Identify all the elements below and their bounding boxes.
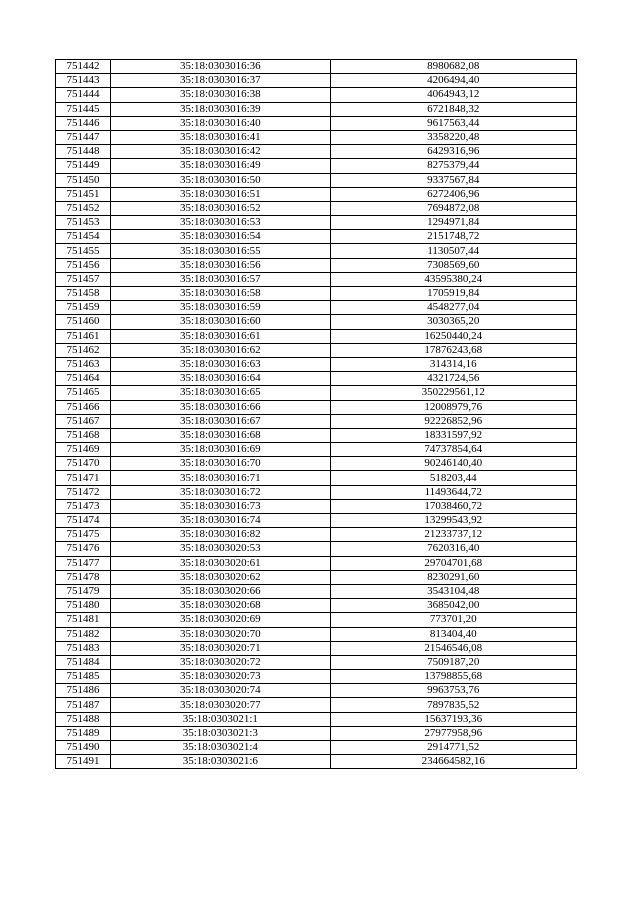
table-row xyxy=(56,386,577,400)
table-row xyxy=(56,230,577,244)
row-number-cell: 751460 xyxy=(56,315,111,329)
row-number-cell: 751454 xyxy=(56,230,111,244)
row-number-cell: 751443 xyxy=(56,74,111,88)
cadastral-number-cell: 35:18:0303016:37 xyxy=(111,74,330,88)
cadastral-value-cell: 11493644,72 xyxy=(330,485,577,499)
table-row xyxy=(56,485,577,499)
table-row xyxy=(56,428,577,442)
table-row xyxy=(56,457,577,471)
cadastral-value-cell: 350229561,12 xyxy=(330,386,577,400)
cadastral-value-cell: 18331597,92 xyxy=(330,428,577,442)
row-number-cell: 751476 xyxy=(56,542,111,556)
cadastral-value-cell: 17876243,68 xyxy=(330,343,577,357)
row-number-cell: 751478 xyxy=(56,570,111,584)
row-number-cell: 751466 xyxy=(56,400,111,414)
cadastral-number-cell: 35:18:0303020:77 xyxy=(111,698,330,712)
row-number-cell: 751442 xyxy=(56,60,111,74)
cadastral-value-cell: 6429316,96 xyxy=(330,145,577,159)
row-number-cell: 751491 xyxy=(56,755,111,769)
table-row xyxy=(56,599,577,613)
table-row xyxy=(56,684,577,698)
table-row xyxy=(56,641,577,655)
table-row xyxy=(56,443,577,457)
row-number-cell: 751446 xyxy=(56,116,111,130)
row-number-cell: 751459 xyxy=(56,301,111,315)
cadastral-number-cell: 35:18:0303016:64 xyxy=(111,372,330,386)
table-row xyxy=(56,741,577,755)
cadastral-number-cell: 35:18:0303020:68 xyxy=(111,599,330,613)
table-row xyxy=(56,414,577,428)
cadastral-value-cell: 3030365,20 xyxy=(330,315,577,329)
cadastral-value-cell: 6272406,96 xyxy=(330,187,577,201)
row-number-cell: 751474 xyxy=(56,514,111,528)
row-number-cell: 751452 xyxy=(56,201,111,215)
row-number-cell: 751465 xyxy=(56,386,111,400)
table-row xyxy=(56,258,577,272)
cadastral-value-cell: 4321724,56 xyxy=(330,372,577,386)
table-row xyxy=(56,88,577,102)
table-row xyxy=(56,74,577,88)
cadastral-number-cell: 35:18:0303021:3 xyxy=(111,726,330,740)
cadastral-number-cell: 35:18:0303020:69 xyxy=(111,613,330,627)
row-number-cell: 751482 xyxy=(56,627,111,641)
cadastral-number-cell: 35:18:0303021:1 xyxy=(111,712,330,726)
table-row xyxy=(56,655,577,669)
row-number-cell: 751479 xyxy=(56,584,111,598)
row-number-cell: 751470 xyxy=(56,457,111,471)
table-row xyxy=(56,315,577,329)
cadastral-value-cell: 1130507,44 xyxy=(330,244,577,258)
table-row xyxy=(56,570,577,584)
table-row xyxy=(56,372,577,386)
cadastral-value-cell: 74737854,64 xyxy=(330,443,577,457)
cadastral-value-cell: 1294971,84 xyxy=(330,216,577,230)
cadastral-value-cell: 234664582,16 xyxy=(330,755,577,769)
cadastral-number-cell: 35:18:0303016:82 xyxy=(111,528,330,542)
cadastral-number-cell: 35:18:0303016:39 xyxy=(111,102,330,116)
cadastral-value-cell: 8275379,44 xyxy=(330,159,577,173)
cadastral-number-cell: 35:18:0303020:61 xyxy=(111,556,330,570)
row-number-cell: 751456 xyxy=(56,258,111,272)
table-row xyxy=(56,102,577,116)
cadastral-value-cell: 16250440,24 xyxy=(330,329,577,343)
row-number-cell: 751469 xyxy=(56,443,111,457)
row-number-cell: 751487 xyxy=(56,698,111,712)
cadastral-number-cell: 35:18:0303016:62 xyxy=(111,343,330,357)
row-number-cell: 751467 xyxy=(56,414,111,428)
cadastral-number-cell: 35:18:0303016:71 xyxy=(111,471,330,485)
cadastral-number-cell: 35:18:0303016:59 xyxy=(111,301,330,315)
row-number-cell: 751451 xyxy=(56,187,111,201)
cadastral-number-cell: 35:18:0303016:58 xyxy=(111,287,330,301)
cadastral-number-cell: 35:18:0303016:42 xyxy=(111,145,330,159)
cadastral-number-cell: 35:18:0303016:68 xyxy=(111,428,330,442)
cadastral-number-cell: 35:18:0303016:72 xyxy=(111,485,330,499)
cadastral-number-cell: 35:18:0303016:49 xyxy=(111,159,330,173)
cadastral-number-cell: 35:18:0303016:41 xyxy=(111,130,330,144)
cadastral-number-cell: 35:18:0303016:73 xyxy=(111,499,330,513)
table-row xyxy=(56,542,577,556)
cadastral-number-cell: 35:18:0303016:63 xyxy=(111,357,330,371)
cadastral-number-cell: 35:18:0303016:69 xyxy=(111,443,330,457)
cadastral-value-cell: 518203,44 xyxy=(330,471,577,485)
cadastral-value-cell: 90246140,40 xyxy=(330,457,577,471)
table-row xyxy=(56,499,577,513)
cadastral-number-cell: 35:18:0303016:67 xyxy=(111,414,330,428)
cadastral-number-cell: 35:18:0303020:72 xyxy=(111,655,330,669)
cadastral-number-cell: 35:18:0303016:38 xyxy=(111,88,330,102)
cadastral-value-cell: 7620316,40 xyxy=(330,542,577,556)
cadastral-value-cell: 27977958,96 xyxy=(330,726,577,740)
cadastral-number-cell: 35:18:0303020:62 xyxy=(111,570,330,584)
cadastral-value-cell: 1705919,84 xyxy=(330,287,577,301)
cadastral-number-cell: 35:18:0303016:60 xyxy=(111,315,330,329)
table-row xyxy=(56,584,577,598)
cadastral-value-cell: 773701,20 xyxy=(330,613,577,627)
row-number-cell: 751449 xyxy=(56,159,111,173)
cadastral-value-cell: 9617563,44 xyxy=(330,116,577,130)
cadastral-number-cell: 35:18:0303016:74 xyxy=(111,514,330,528)
row-number-cell: 751448 xyxy=(56,145,111,159)
table-row xyxy=(56,272,577,286)
cadastral-value-table xyxy=(55,59,577,769)
cadastral-value-cell: 4064943,12 xyxy=(330,88,577,102)
table-row xyxy=(56,528,577,542)
cadastral-number-cell: 35:18:0303016:51 xyxy=(111,187,330,201)
row-number-cell: 751485 xyxy=(56,670,111,684)
cadastral-value-cell: 7509187,20 xyxy=(330,655,577,669)
cadastral-number-cell: 35:18:0303016:36 xyxy=(111,60,330,74)
row-number-cell: 751457 xyxy=(56,272,111,286)
cadastral-number-cell: 35:18:0303016:40 xyxy=(111,116,330,130)
cadastral-value-cell: 3358220,48 xyxy=(330,130,577,144)
row-number-cell: 751481 xyxy=(56,613,111,627)
cadastral-value-cell: 3543104,48 xyxy=(330,584,577,598)
table-row xyxy=(56,329,577,343)
row-number-cell: 751462 xyxy=(56,343,111,357)
cadastral-value-cell: 9337567,84 xyxy=(330,173,577,187)
row-number-cell: 751458 xyxy=(56,287,111,301)
cadastral-value-cell: 8230291,60 xyxy=(330,570,577,584)
table-row xyxy=(56,627,577,641)
cadastral-number-cell: 35:18:0303020:74 xyxy=(111,684,330,698)
row-number-cell: 751475 xyxy=(56,528,111,542)
document-page xyxy=(55,59,577,769)
cadastral-value-cell: 92226852,96 xyxy=(330,414,577,428)
table-row xyxy=(56,698,577,712)
row-number-cell: 751490 xyxy=(56,741,111,755)
table-row xyxy=(56,60,577,74)
cadastral-number-cell: 35:18:0303016:66 xyxy=(111,400,330,414)
table-row xyxy=(56,130,577,144)
row-number-cell: 751444 xyxy=(56,88,111,102)
row-number-cell: 751472 xyxy=(56,485,111,499)
table-row xyxy=(56,514,577,528)
row-number-cell: 751455 xyxy=(56,244,111,258)
table-row xyxy=(56,201,577,215)
cadastral-number-cell: 35:18:0303016:53 xyxy=(111,216,330,230)
cadastral-number-cell: 35:18:0303021:4 xyxy=(111,741,330,755)
cadastral-number-cell: 35:18:0303016:70 xyxy=(111,457,330,471)
cadastral-value-cell: 7308569,60 xyxy=(330,258,577,272)
cadastral-number-cell: 35:18:0303016:50 xyxy=(111,173,330,187)
row-number-cell: 751447 xyxy=(56,130,111,144)
cadastral-number-cell: 35:18:0303016:61 xyxy=(111,329,330,343)
row-number-cell: 751463 xyxy=(56,357,111,371)
row-number-cell: 751488 xyxy=(56,712,111,726)
cadastral-value-cell: 7897835,52 xyxy=(330,698,577,712)
table-row xyxy=(56,357,577,371)
cadastral-number-cell: 35:18:0303020:70 xyxy=(111,627,330,641)
cadastral-value-cell: 2151748,72 xyxy=(330,230,577,244)
cadastral-value-cell: 12008979,76 xyxy=(330,400,577,414)
row-number-cell: 751453 xyxy=(56,216,111,230)
row-number-cell: 751471 xyxy=(56,471,111,485)
cadastral-number-cell: 35:18:0303016:56 xyxy=(111,258,330,272)
table-row xyxy=(56,670,577,684)
cadastral-number-cell: 35:18:0303016:65 xyxy=(111,386,330,400)
table-row xyxy=(56,116,577,130)
row-number-cell: 751489 xyxy=(56,726,111,740)
cadastral-number-cell: 35:18:0303021:6 xyxy=(111,755,330,769)
row-number-cell: 751445 xyxy=(56,102,111,116)
cadastral-number-cell: 35:18:0303016:54 xyxy=(111,230,330,244)
cadastral-value-cell: 4206494,40 xyxy=(330,74,577,88)
cadastral-value-cell: 6721848,32 xyxy=(330,102,577,116)
table-body xyxy=(56,60,577,769)
cadastral-value-cell: 2914771,52 xyxy=(330,741,577,755)
cadastral-value-cell: 21233737,12 xyxy=(330,528,577,542)
table-row xyxy=(56,173,577,187)
cadastral-value-cell: 43595380,24 xyxy=(330,272,577,286)
row-number-cell: 751473 xyxy=(56,499,111,513)
row-number-cell: 751483 xyxy=(56,641,111,655)
cadastral-number-cell: 35:18:0303016:55 xyxy=(111,244,330,258)
cadastral-value-cell: 9963753,76 xyxy=(330,684,577,698)
cadastral-number-cell: 35:18:0303020:73 xyxy=(111,670,330,684)
table-row xyxy=(56,301,577,315)
row-number-cell: 751464 xyxy=(56,372,111,386)
row-number-cell: 751484 xyxy=(56,655,111,669)
table-row xyxy=(56,159,577,173)
cadastral-number-cell: 35:18:0303016:57 xyxy=(111,272,330,286)
cadastral-value-cell: 4548277,04 xyxy=(330,301,577,315)
row-number-cell: 751450 xyxy=(56,173,111,187)
cadastral-value-cell: 8980682,08 xyxy=(330,60,577,74)
table-row xyxy=(56,712,577,726)
cadastral-value-cell: 13299543,92 xyxy=(330,514,577,528)
cadastral-number-cell: 35:18:0303020:53 xyxy=(111,542,330,556)
cadastral-value-cell: 13798855,68 xyxy=(330,670,577,684)
row-number-cell: 751480 xyxy=(56,599,111,613)
table-row xyxy=(56,471,577,485)
cadastral-value-cell: 314314,16 xyxy=(330,357,577,371)
cadastral-value-cell: 21546546,08 xyxy=(330,641,577,655)
cadastral-number-cell: 35:18:0303016:52 xyxy=(111,201,330,215)
table-row xyxy=(56,216,577,230)
cadastral-value-cell: 15637193,36 xyxy=(330,712,577,726)
table-row xyxy=(56,145,577,159)
cadastral-number-cell: 35:18:0303020:66 xyxy=(111,584,330,598)
table-row xyxy=(56,287,577,301)
table-row xyxy=(56,613,577,627)
table-row xyxy=(56,187,577,201)
cadastral-value-cell: 7694872,08 xyxy=(330,201,577,215)
cadastral-value-cell: 29704701,68 xyxy=(330,556,577,570)
cadastral-value-cell: 17038460,72 xyxy=(330,499,577,513)
row-number-cell: 751486 xyxy=(56,684,111,698)
row-number-cell: 751461 xyxy=(56,329,111,343)
row-number-cell: 751477 xyxy=(56,556,111,570)
row-number-cell: 751468 xyxy=(56,428,111,442)
cadastral-value-cell: 3685042,00 xyxy=(330,599,577,613)
table-row xyxy=(56,755,577,769)
table-row xyxy=(56,726,577,740)
table-row xyxy=(56,343,577,357)
table-row xyxy=(56,400,577,414)
table-row xyxy=(56,556,577,570)
table-row xyxy=(56,244,577,258)
cadastral-value-cell: 813404,40 xyxy=(330,627,577,641)
cadastral-number-cell: 35:18:0303020:71 xyxy=(111,641,330,655)
